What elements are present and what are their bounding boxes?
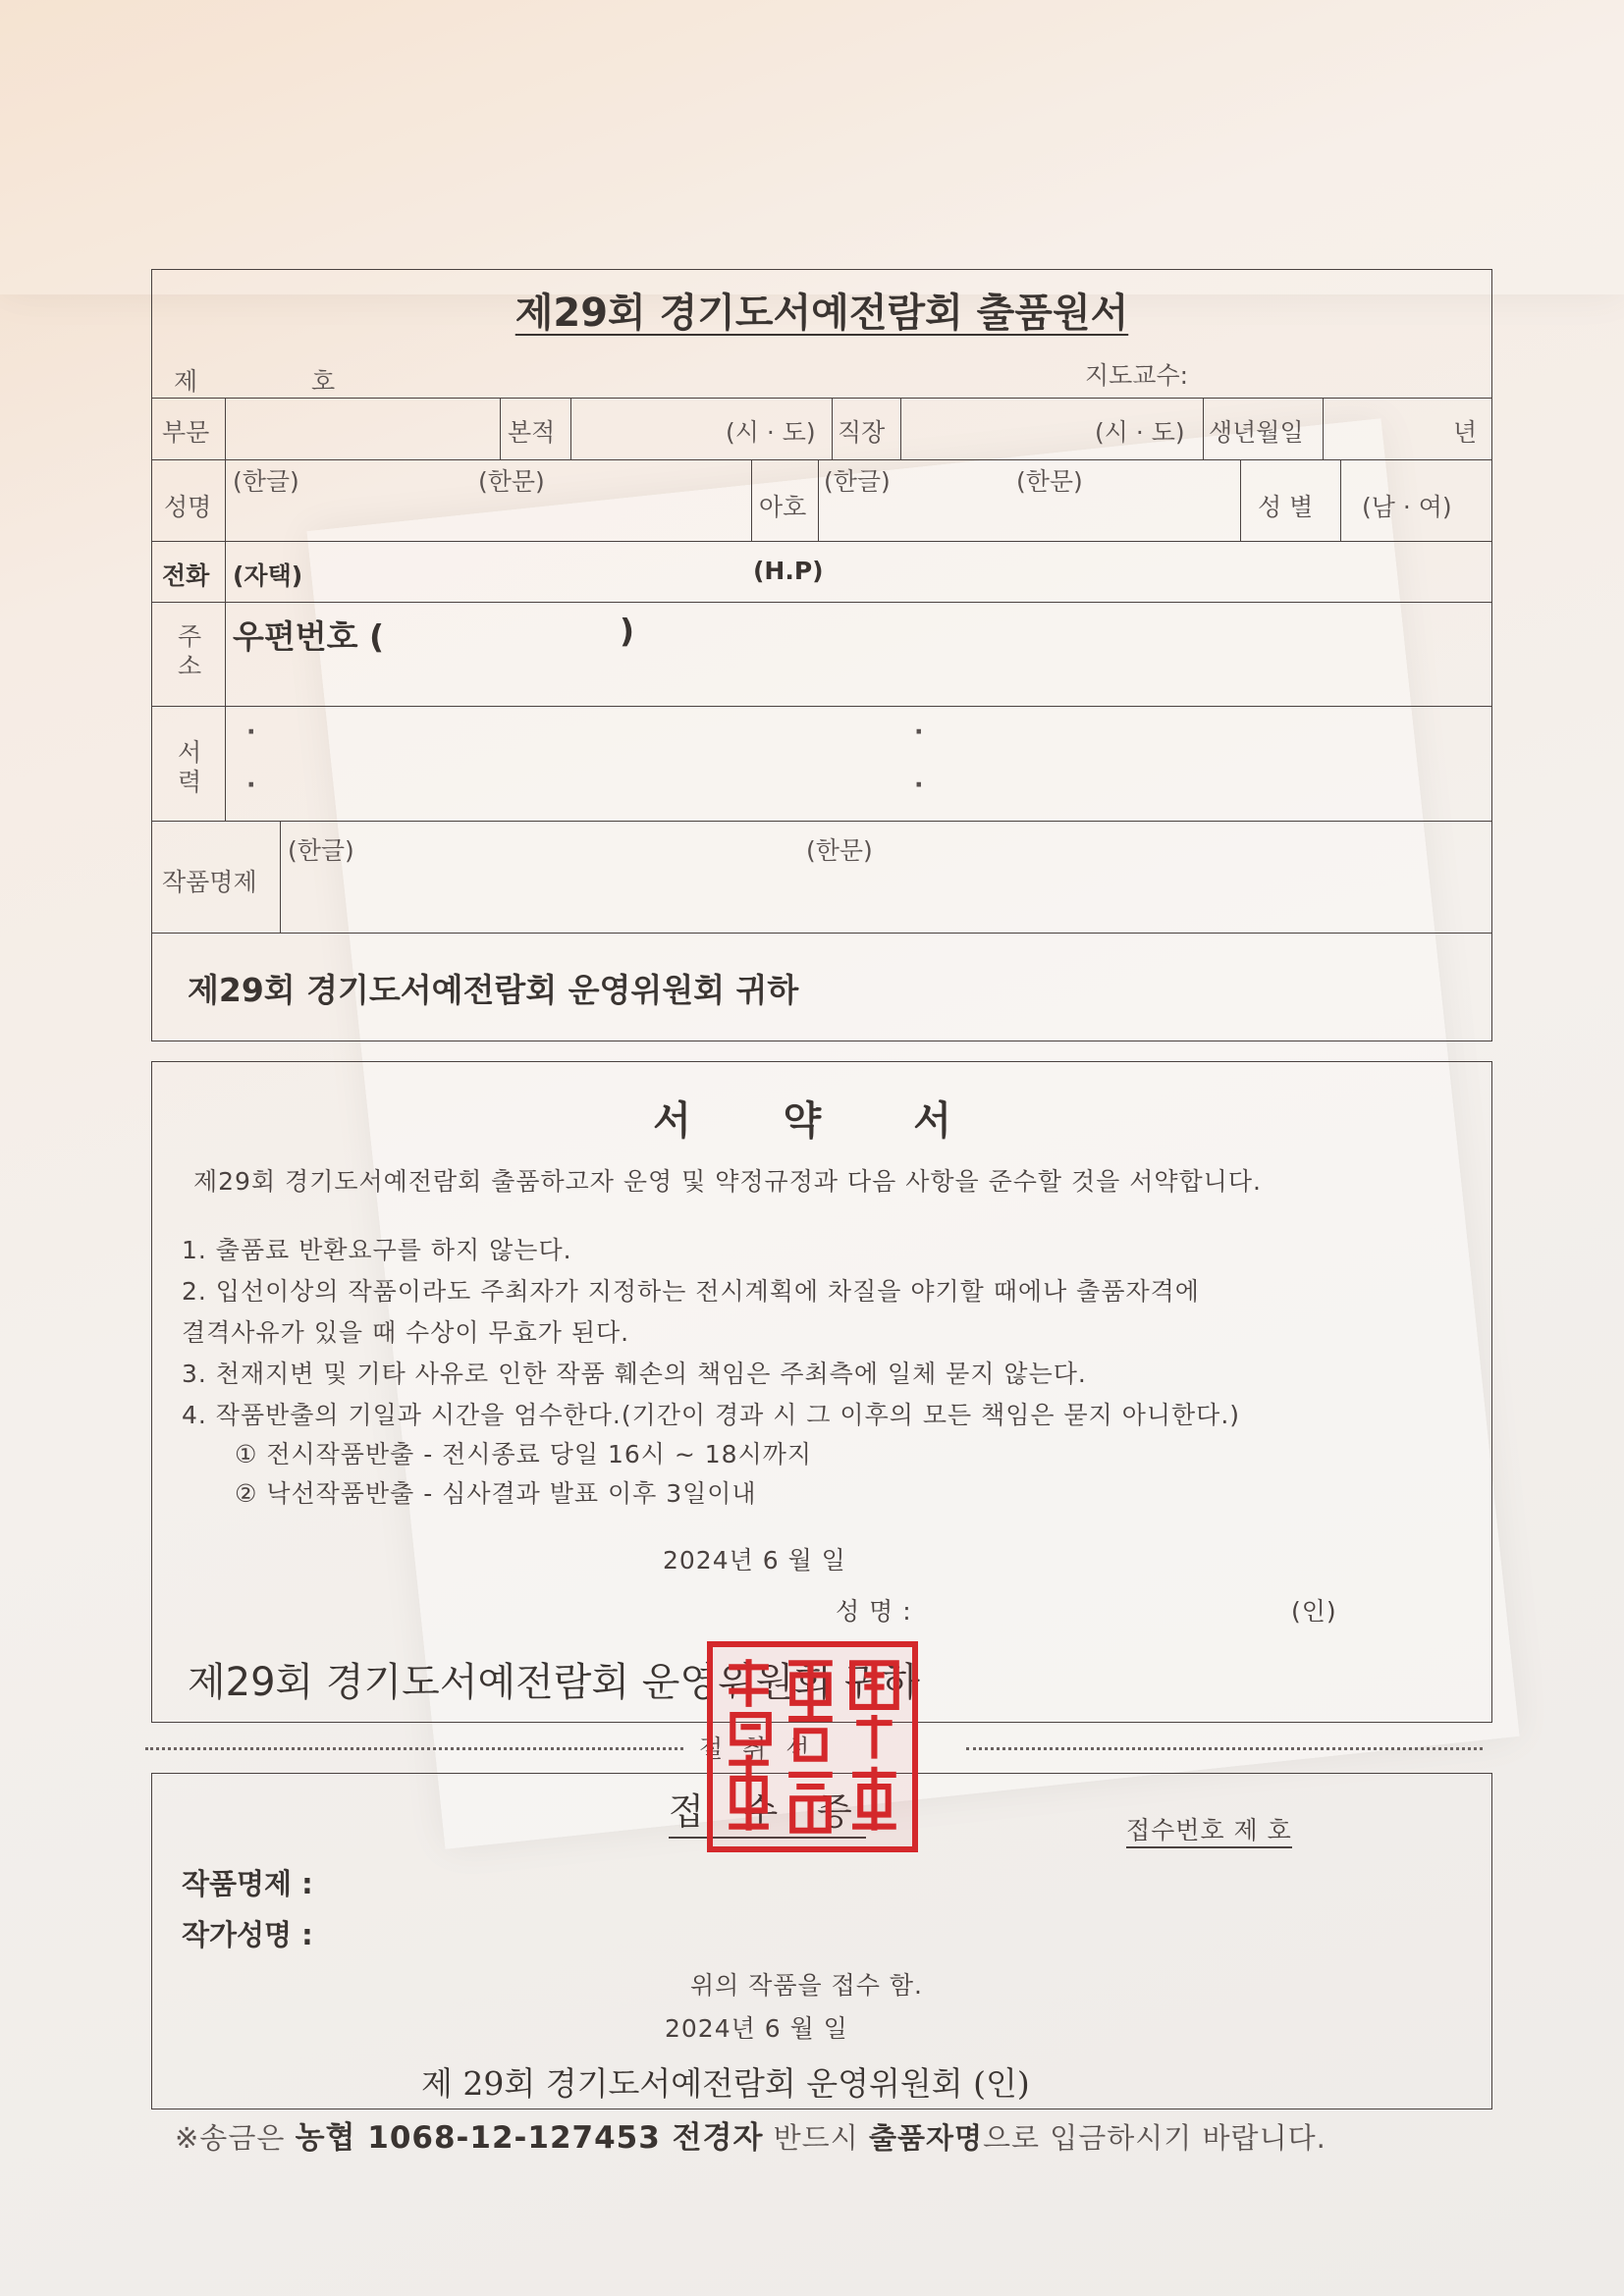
hometown-unit: (시 · 도) — [726, 418, 816, 447]
cell-divider — [225, 602, 226, 706]
career-bullet: · — [246, 718, 256, 746]
gender-label: 성 별 — [1258, 493, 1314, 521]
cell-divider — [1340, 459, 1341, 541]
mobile-phone-label: (H.P) — [753, 557, 824, 585]
receipt-date: 2024년 6 월 일 — [665, 2014, 848, 2043]
notice-bank-account: 농협 1068-12-127453 전경자 — [295, 2120, 764, 2156]
pledge-signer-label: 성 명 : — [836, 1597, 912, 1626]
career-label-1: 서 — [178, 738, 202, 767]
postal-code-close: ) — [620, 612, 635, 650]
pledge-title: 서 약 서 — [653, 1098, 991, 1144]
payment-notice — [175, 2112, 1326, 2157]
cell-divider — [570, 398, 571, 459]
gender-options: (남 · 여) — [1362, 493, 1452, 521]
pledge-item: 4. 작품반출의 기일과 시간을 엄수한다.(기간이 경과 시 그 이후의 모든 책임은 묻지 아니한다.) — [182, 1401, 1241, 1429]
notice-suffix: 으로 입금하시기 바랍니다. — [983, 2121, 1326, 2155]
seal-glyphs — [713, 1647, 912, 1846]
workplace-label: 직장 — [838, 418, 886, 447]
form-title: 제29회 경기도서예전람회 출품원서 — [514, 291, 1129, 336]
address-label-2: 소 — [178, 652, 202, 680]
name-hangul-hint: (한글) — [233, 467, 299, 496]
work-title-hangul-hint: (한글) — [288, 836, 354, 865]
row-divider — [152, 398, 1491, 399]
address-label-1: 주 — [178, 622, 202, 651]
hometown-label: 본적 — [508, 418, 556, 447]
pledge-item: 3. 천재지변 및 기타 사유로 인한 작품 훼손의 책임은 주최측에 일체 묻지 않는다. — [182, 1360, 1087, 1388]
pledge-item: 1. 출품료 반환요구를 하지 않는다. — [182, 1236, 572, 1264]
cell-divider — [225, 541, 226, 602]
career-bullet: · — [914, 718, 924, 746]
cell-divider — [225, 398, 226, 459]
pledge-subitem: ② 낙선작품반출 - 심사결과 발표 이후 3일이내 — [235, 1479, 757, 1508]
cell-divider — [818, 459, 819, 541]
row-divider — [152, 459, 1491, 460]
cell-divider — [225, 459, 226, 541]
career-bullet: · — [246, 771, 256, 799]
receipt-number: 접수번호 제 호 — [1126, 1811, 1292, 1848]
division-label: 부문 — [162, 418, 210, 447]
work-title-hanja-hint: (한문) — [806, 836, 873, 865]
official-seal-image — [707, 1641, 918, 1852]
cut-line-label: 절 취 선 — [699, 1735, 816, 1763]
cell-divider — [500, 398, 501, 459]
receipt-title: 접 수 증 — [669, 1782, 866, 1839]
cell-divider — [280, 821, 281, 933]
pledge-subitem: ① 전시작품반출 - 전시종료 당일 16시 ~ 18시까지 — [235, 1440, 813, 1468]
pledge-item: 2. 입선이상의 작품이라도 주최자가 지정하는 전시계획에 차질을 야기할 때에나 출품자격에 — [182, 1277, 1200, 1306]
receipt-work-title-label: 작품명제 : — [182, 1867, 313, 1900]
pledge-recipient: 제29회 경기도서예전람회 운영위원회 귀하 — [188, 1660, 920, 1705]
career-label-2: 력 — [178, 768, 202, 796]
pledge-date: 2024년 6 월 일 — [663, 1546, 846, 1575]
cell-divider — [1203, 398, 1204, 459]
background-paper-top — [0, 0, 1624, 294]
row-divider — [152, 933, 1491, 934]
pen-name-hanja-hint: (한문) — [1016, 467, 1083, 496]
cell-divider — [1323, 398, 1324, 459]
notice-prefix: ※송금은 — [175, 2121, 296, 2155]
receipt-statement: 위의 작품을 접수 함. — [690, 1971, 923, 2000]
pen-name-hangul-hint: (한글) — [824, 467, 891, 496]
birthdate-label: 생년월일 — [1209, 418, 1304, 447]
form-number-prefix: 제 — [174, 367, 198, 396]
receipt-issuer: 제 29회 경기도서예전람회 운영위원회 (인) — [421, 2064, 1030, 2103]
career-bullet: · — [914, 771, 924, 799]
cell-divider — [751, 459, 752, 541]
cut-line-right — [966, 1747, 1483, 1750]
postal-code-label: 우편번호 ( — [233, 617, 385, 656]
phone-label: 전화 — [162, 561, 210, 590]
pledge-seal-mark: (인) — [1291, 1597, 1337, 1626]
application-form — [151, 269, 1492, 1041]
pen-name-label: 아호 — [759, 493, 807, 521]
cell-divider — [900, 398, 901, 459]
cell-divider — [1240, 459, 1241, 541]
pledge-item: 결격사유가 있을 때 수상이 무효가 된다. — [182, 1318, 630, 1347]
receipt-artist-label: 작가성명 : — [182, 1918, 313, 1951]
advisor-label: 지도교수: — [1085, 361, 1189, 390]
notice-depositor-name: 출품자명 — [868, 2121, 983, 2155]
notice-middle: 반드시 — [763, 2121, 869, 2155]
row-divider — [152, 602, 1491, 603]
name-hanja-hint: (한문) — [478, 467, 545, 496]
year-unit: 년 — [1453, 418, 1478, 447]
workplace-unit: (시 · 도) — [1095, 418, 1185, 447]
pledge-intro: 제29회 경기도서예전람회 출품하고자 운영 및 약정규정과 다음 사항을 준수할 것을 서약합니다. — [193, 1167, 1262, 1196]
pledge-section — [151, 1061, 1492, 1723]
cut-line-left — [145, 1747, 683, 1750]
work-title-label: 작품명제 — [162, 868, 257, 896]
form-number-suffix: 호 — [311, 367, 336, 396]
name-label: 성명 — [164, 493, 212, 521]
row-divider — [152, 821, 1491, 822]
row-divider — [152, 706, 1491, 707]
row-divider — [152, 541, 1491, 542]
home-phone-label: (자택) — [233, 561, 303, 590]
cell-divider — [832, 398, 833, 459]
cell-divider — [225, 706, 226, 821]
form-recipient: 제29회 경기도서예전람회 운영위원회 귀하 — [188, 971, 799, 1009]
